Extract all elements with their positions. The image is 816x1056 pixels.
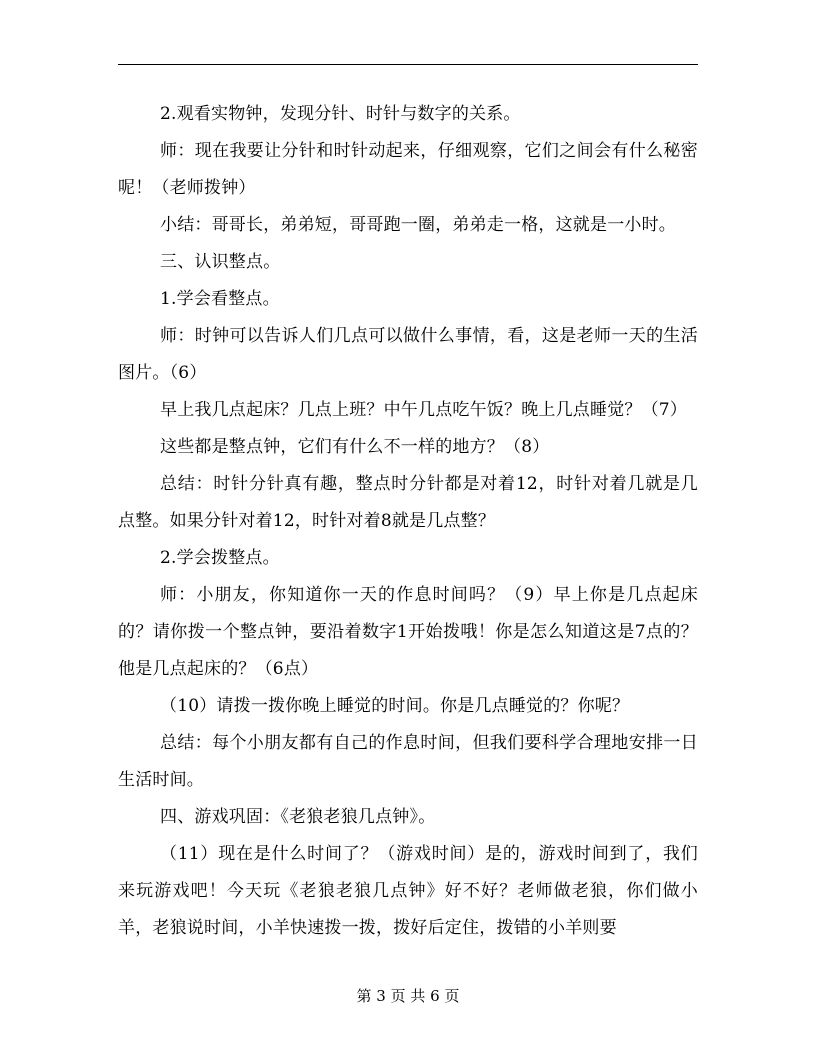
paragraph: 早上我几点起床？几点上班？中午几点吃午饭？晚上几点睡觉？（7） — [160, 400, 688, 420]
subsection-heading: 1.学会看整点。 — [160, 289, 280, 309]
page-number: 第 3 页 共 6 页 — [356, 987, 460, 1005]
paragraph: 小结：哥哥长，弟弟短，哥哥跑一圈，弟弟走一格，这就是一小时。 — [160, 215, 676, 235]
paragraph: 师：时钟可以告诉人们几点可以做什么事情，看，这是老师一天的生活图片。（6） — [118, 326, 698, 383]
paragraph: （11）现在是什么时间了？（游戏时间）是的，游戏时间到了，我们来玩游戏吧！今天玩《老狼老狼几点钟》好不好？老师做老狼，你们做小羊，老狼说时间，小羊快速拨一拨，拨好后定住，拨错的小羊则要 — [118, 844, 698, 938]
subsection-heading: 2.学会拨整点。 — [160, 548, 280, 568]
paragraph: 总结：每个小朋友都有自己的作息时间，但我们要科学合理地安排一日生活时间。 — [118, 733, 698, 790]
paragraph: 总结：时针分针真有趣，整点时分针都是对着12，时针对着几就是几点整。如果分针对着12，时针对着8就是几点整？ — [118, 474, 698, 531]
paragraph: 2.观看实物钟，发现分针、时针与数字的关系。 — [160, 104, 521, 124]
paragraph: 这些都是整点钟，它们有什么不一样的地方？（8） — [160, 437, 550, 457]
paragraph: 师：小朋友，你知道你一天的作息时间吗？（9）早上你是几点起床的？请你拨一个整点钟，要沿着数字1开始拨哦！你是怎么知道这是7点的？他是几点起床的？（6点） — [118, 585, 698, 679]
document-body — [118, 96, 698, 947]
paragraph: 师：现在我要让分针和时针动起来，仔细观察，它们之间会有什么秘密呢！（老师拨钟） — [118, 141, 698, 198]
section-heading: 四、游戏巩固：《老狼老狼几点钟》。 — [160, 807, 436, 827]
section-heading: 三、认识整点。 — [160, 252, 281, 272]
header-rule — [118, 64, 698, 65]
paragraph: （10）请拨一拨你晚上睡觉的时间。你是几点睡觉的？你呢？ — [160, 696, 630, 716]
